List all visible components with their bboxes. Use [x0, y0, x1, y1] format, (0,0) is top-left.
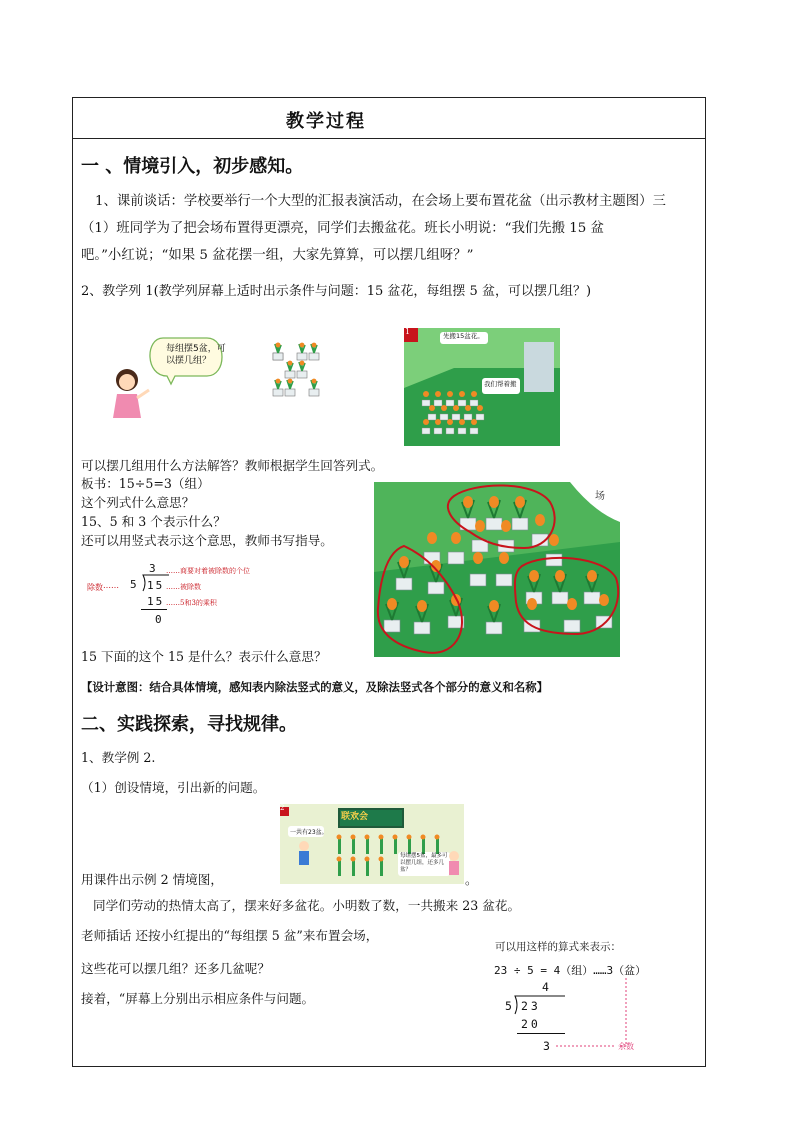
div2-divisor: 5 — [505, 999, 512, 1013]
grouped-flowers-illustration — [374, 482, 620, 657]
intro-line-2: （1）班同学为了把会场布置得更漂亮，同学们去搬盆花。班长小明说：“我们先搬 15 盆 — [81, 221, 604, 236]
div1-divisor-label: 除数 — [87, 583, 103, 592]
div2-remainder-label: 余数 — [618, 1042, 634, 1051]
scene2-banner: 联欢会 — [341, 812, 369, 822]
div1-ann-product: ……5和3的乘积 — [166, 599, 217, 607]
girl2-figure — [449, 851, 459, 875]
section1-heading: 一 、情境引入，初步感知。 — [81, 156, 304, 177]
example2-teacher: 老师插话 还按小红提出的“每组摆 5 盆”来布置会场， — [81, 928, 379, 943]
scene1-bubble2: 我们帮着搬 — [484, 380, 517, 388]
question-meaning: 这个列式什么意思？ — [81, 495, 195, 510]
board-equation: 板书：15÷5=3（组） — [81, 476, 210, 491]
scene1-number: 1 — [405, 327, 411, 336]
question-product: 15 下面的这个 15 是什么？表示什么意思？ — [81, 649, 327, 664]
div1-divisor: 5 — [130, 578, 137, 591]
scene2-bubble1: 一共有23盆。 — [290, 829, 328, 836]
example2-step1: （1）创设情境，引出新的问题。 — [81, 780, 266, 795]
flower-pots-small — [270, 342, 330, 404]
page-title: 教学过程 — [286, 111, 366, 132]
example2-next: 接着，“屏幕上分别出示相应条件与问题。 — [81, 991, 315, 1006]
example2-show-scene: 用课件出示例 2 情境图， — [81, 872, 223, 887]
example2-period: 。 — [465, 872, 478, 887]
example1-line: 2、教学列 1(教学列屏幕上适时出示条件与问题：15 盆花，每组摆 5 盆，可以摆几组？) — [81, 284, 592, 299]
div1-quotient: 3 — [149, 562, 156, 575]
div1-ann-quotient: ……商要对着被除数的个位 — [166, 567, 250, 575]
girl-figure — [113, 369, 149, 418]
div1-ann-dividend: ……被除数 — [166, 583, 201, 591]
question-vertical: 还可以用竖式表示这个意思，教师书写指导。 — [81, 533, 333, 548]
design-intent-1: 【设计意图：结合具体情境，感知表内除法竖式的意义，及除法竖式各个部分的意义和名称】 — [81, 680, 549, 694]
question-numbers: 15、5 和 3 个表示什么？ — [81, 514, 226, 529]
scene-big-label: 场 — [595, 491, 605, 502]
div1-product: 15 — [147, 595, 165, 608]
scene1-bubble1: 先搬15盆花。 — [443, 332, 484, 340]
div1-divisor-dots: …… — [103, 581, 119, 590]
scene1-illustration — [404, 328, 560, 446]
intro-line-1: 1、课前谈话：学校要举行一个大型的汇报表演活动，在会场上要布置花盆（出示教材主题图）三 — [95, 194, 666, 209]
div2-equation: 23 ÷ 5 = 4（组）……3（盆） — [494, 964, 647, 977]
girl-bubble-text: 每组摆5盆，可以摆几组？ — [166, 344, 226, 366]
title-row — [73, 98, 705, 139]
div2-dividend: 23 — [521, 999, 541, 1013]
scene2-bubble2: 每组摆5盆，最多可以摆几组，还多几盆？ — [400, 853, 448, 873]
div1-remainder: 0 — [155, 613, 162, 626]
scene2-number: 2 — [280, 804, 285, 812]
boy-figure — [299, 841, 309, 865]
question-method: 可以摆几组用什么方法解答？教师根据学生回答列式。 — [81, 458, 384, 473]
div2-quotient: 4 — [542, 980, 549, 994]
lesson-table — [72, 97, 706, 1067]
div1-rule — [141, 609, 167, 610]
example2-question: 这些花可以摆几组？还多几盆呢？ — [81, 961, 270, 976]
example2-story: 同学们劳动的热情太高了，摆来好多盆花。小明数了数，一共搬来 23 盆花。 — [93, 898, 521, 913]
div2-product: 20 — [521, 1017, 541, 1031]
remainder-connector — [556, 972, 638, 1052]
div2-remainder: 3 — [543, 1039, 550, 1053]
example2-title: 1、教学例 2. — [81, 750, 156, 765]
section2-heading: 二、实践探索，寻找规律。 — [81, 714, 297, 735]
intro-line-3: 吧。”小红说；“如果 5 盆花摆一组，大家先算算，可以摆几组呀？” — [81, 248, 474, 263]
div1-dividend: 15 — [147, 579, 165, 592]
div2-caption: 可以用这样的算式来表示： — [495, 941, 621, 953]
